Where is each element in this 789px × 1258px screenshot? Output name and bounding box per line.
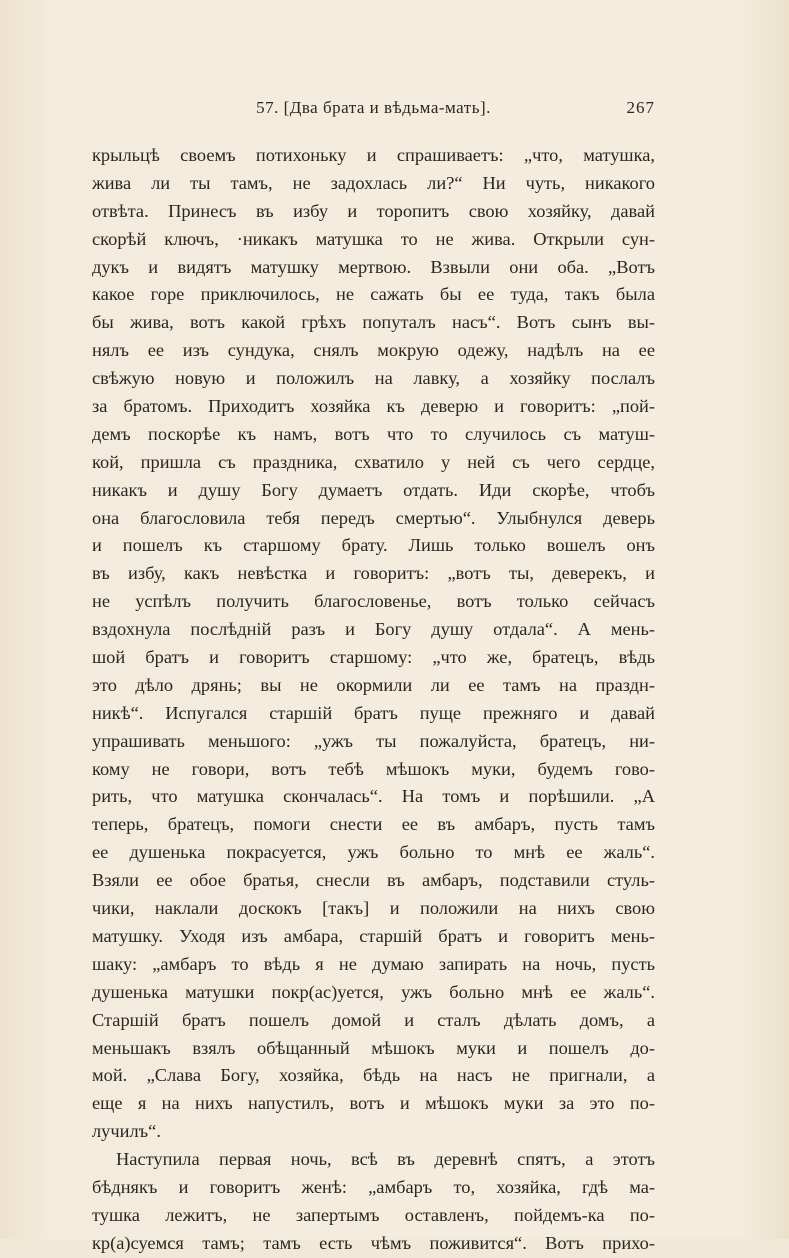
text-line: отвѣта. Принесъ въ избу и торопитъ свою хозяйку, давай: [92, 200, 655, 221]
text-line: нялъ ее изъ сундука, снялъ мокрую одежу, надѣлъ на ее: [92, 340, 655, 361]
text-line: жива ли ты тамъ, не задохлась ли?“ Ни чуть, никакого: [92, 172, 655, 193]
text-line: ее душенька покрасуется, ужъ больно то мнѣ ее жаль“.: [92, 842, 655, 863]
text-line: никѣ“. Испугался старшiй братъ пуще прежняго и давай: [92, 702, 655, 723]
text-line: она благословила тебя передъ смертью“. Улыбнулся деверь: [92, 507, 655, 528]
text-line: еще я на нихъ напустилъ, вотъ и мѣшокъ муки за это по-: [92, 1093, 655, 1114]
text-line: бы жива, вотъ какой грѣхъ попуталъ насъ“. Вотъ сынъ вы-: [92, 312, 655, 333]
text-line: за братомъ. Приходитъ хозяйка къ деверю и говоритъ: „пой-: [92, 396, 655, 417]
text-line: Старшiй братъ пошелъ домой и сталъ дѣлать домъ, а: [92, 1009, 655, 1030]
text-line: въ избу, какъ невѣстка и говоритъ: „вотъ ты, деверекъ, и: [92, 563, 655, 584]
text-line: чики, наклали доскокъ [такъ] и положили на нихъ свою: [92, 898, 655, 919]
text-line: матушку. Уходя изъ амбара, старшiй братъ и говоритъ мень-: [92, 925, 655, 946]
text-line: упрашивать меньшого: „ужъ ты пожалуйста, братецъ, ни-: [92, 730, 655, 751]
text-line: демъ поскорѣе къ намъ, вотъ что то случилось съ матуш-: [92, 423, 655, 444]
text-line: лучилъ“.: [92, 1121, 161, 1142]
text-line: это дѣло дрянь; вы не окормили ли ее тамъ на праздн-: [92, 674, 655, 695]
text-line: мой. „Слава Богу, хозяйка, бѣдь на насъ не пригнали, а: [92, 1065, 655, 1086]
text-line: Взяли ее обое братья, снесли въ амбаръ, подставили стуль-: [92, 870, 655, 891]
text-line: не успѣлъ получить благословенье, вотъ только сейчасъ: [92, 591, 655, 612]
text-line: кр(а)суемся тамъ; тамъ есть чѣмъ поживится“. Вотъ прихо-: [92, 1232, 655, 1253]
text-line: тушка лежитъ, не запертымъ оставленъ, пойдемъ-ка по-: [92, 1204, 655, 1225]
running-header: [92, 98, 655, 132]
text-line: скорѣй ключъ, ·никакъ матушка то не жива. Открыли сун-: [92, 228, 655, 249]
text-line: шаку: „амбаръ то вѣдь я не думаю запирать на ночь, пусть: [92, 953, 655, 974]
page-number: 267: [626, 98, 655, 117]
text-line: какое горе приключилось, не сажать бы ее туда, такъ была: [92, 284, 655, 305]
text-line: Наступила первая ночь, всѣ въ деревнѣ спятъ, а этотъ: [116, 1149, 655, 1170]
text-line: меньшакъ взялъ обѣщанный мѣшокъ муки и пошелъ до-: [92, 1037, 655, 1058]
text-line: душенька матушки покр(ас)уется, ужъ больно мнѣ ее жаль“.: [92, 981, 655, 1002]
text-line: свѣжую новую и положилъ на лавку, а хозяйку послалъ: [92, 368, 655, 389]
text-line: шой братъ и говоритъ старшому: „что же, братецъ, вѣдь: [92, 647, 655, 668]
text-line: никакъ и душу Богу думаетъ отдать. Иди скорѣе, чтобъ: [92, 479, 655, 500]
body-text: [92, 142, 655, 1258]
text-line: теперь, братецъ, помоги снести ее въ амбаръ, пусть тамъ: [92, 814, 655, 835]
text-line: бѣднякъ и говоритъ женѣ: „амбаръ то, хозяйка, гдѣ ма-: [92, 1176, 655, 1197]
text-line: рить, что матушка скончалась“. На томъ и порѣшили. „А: [92, 786, 655, 807]
text-line: вздохнула послѣднiй разъ и Богу душу отдала“. А мень-: [92, 619, 655, 640]
chapter-title: 57. [Два брата и вѣдьма-мать].: [256, 98, 491, 117]
text-line: кой, пришла съ праздника, схватило у ней съ чего сердце,: [92, 451, 655, 472]
text-line: кому не говори, вотъ тебѣ мѣшокъ муки, будемъ гово-: [92, 758, 655, 779]
text-line: и пошелъ къ старшому брату. Лишь только вошелъ онъ: [92, 535, 655, 556]
text-line: крыльцѣ своемъ потихоньку и спрашиваетъ: „что, матушка,: [92, 145, 655, 165]
text-line: дукъ и видятъ матушку мертвою. Взвыли они оба. „Вотъ: [92, 256, 655, 277]
